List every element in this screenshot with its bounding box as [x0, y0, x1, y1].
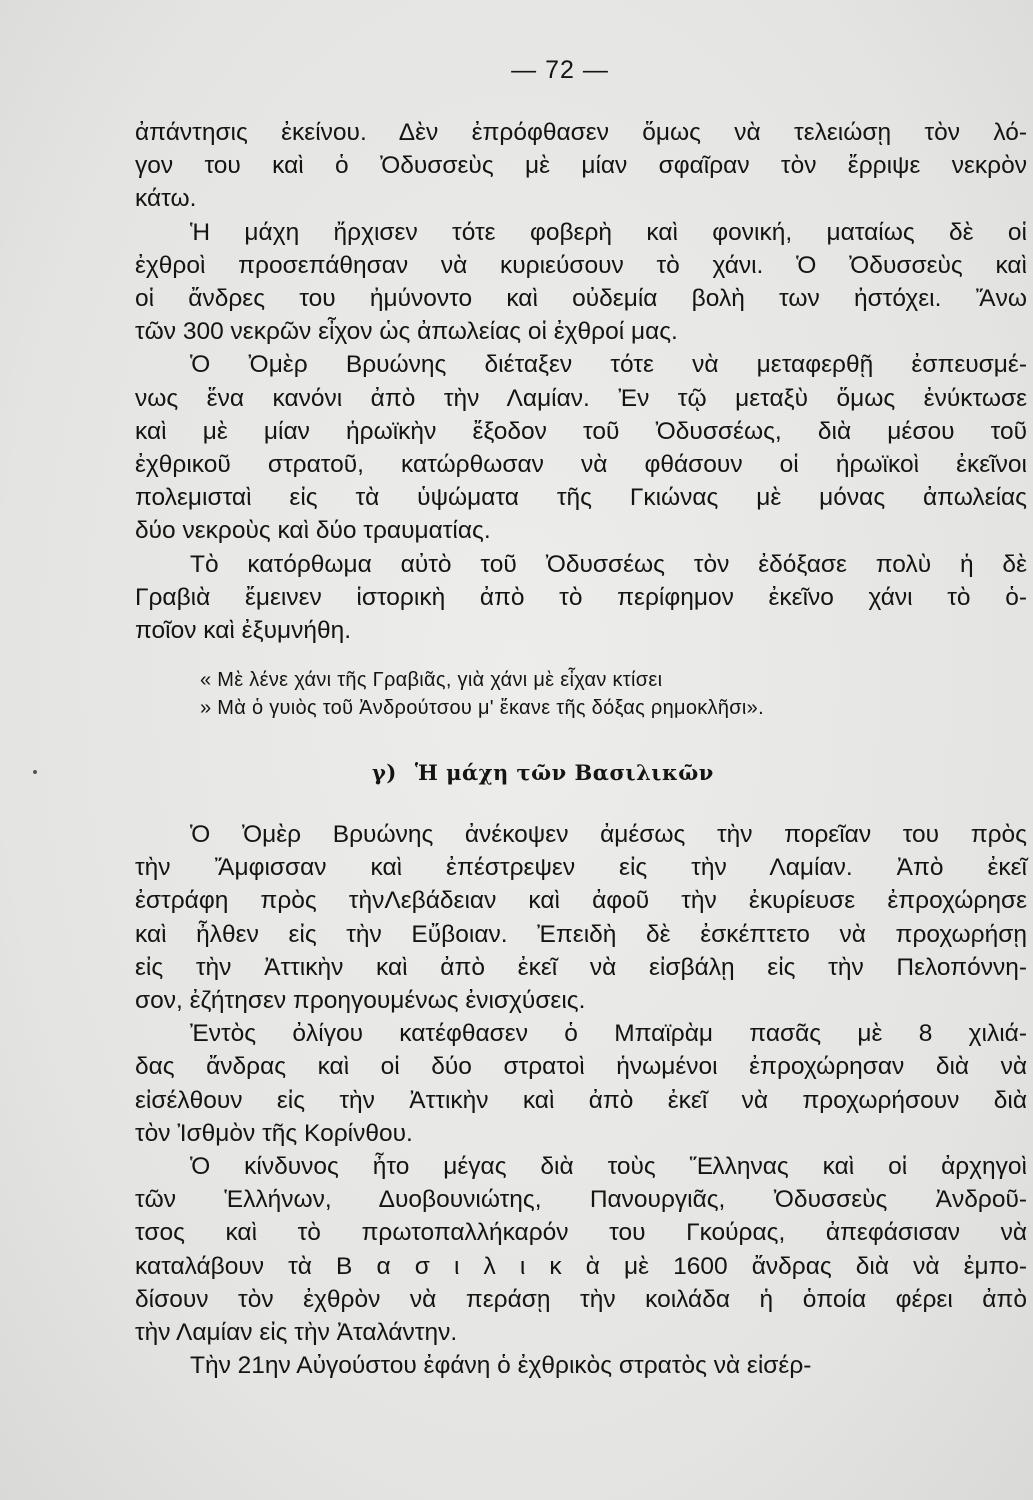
text-line: καταλάβουν τὰ Β α σ ι λ ι κ ὰ μὲ 1600 ἄνδρας διὰ νὰ ἐμπο- — [135, 1252, 1027, 1280]
text-line: ἐχθρικοῦ στρατοῦ, κατώρθωσαν νὰ φθάσουν οἱ ἡρωϊκοὶ ἐκεῖνοι — [135, 451, 1027, 479]
text-line: καὶ ἦλθεν εἰς τὴν Εὔβοιαν. Ἐπειδὴ δὲ ἐσκέπτετο νὰ προχωρήσῃ — [135, 920, 1027, 948]
text-line: δύο νεκροὺς καὶ δύο τραυματίας. — [135, 517, 491, 545]
text-line: Ἡ μάχη ἤρχισεν τότε φοβερὴ καὶ φονική, ματαίως δὲ οἱ — [190, 218, 1027, 246]
text-line: ποῖον καὶ ἐξυμνήθη. — [135, 617, 352, 645]
text-block-before-verse — [135, 116, 1027, 647]
text-line: τὸν Ἰσθμὸν τῆς Κορίνθου. — [135, 1119, 413, 1147]
text-line: ἀπάντησις ἐκείνου. Δὲν ἐπρόφθασεν ὅμως νὰ τελειώσῃ τὸν λό- — [135, 119, 1027, 146]
text-line: τῶν 300 νεκρῶν εἶχον ὡς ἀπωλείας οἱ ἐχθροί μας. — [135, 318, 678, 346]
paragraph — [135, 216, 1027, 349]
text-block-section — [135, 818, 1027, 1382]
text-line: τῶν Ἑλλήνων, Δυοβουνιώτης, Πανουργιᾶς, Ὀδυσσεὺς Ἀνδροῦ- — [135, 1186, 1027, 1214]
paragraph — [135, 116, 1027, 216]
paragraph — [135, 818, 1027, 1017]
text-line: νως ἕνα κανόνι ἀπὸ τὴν Λαμίαν. Ἐν τῷ μεταξὺ ὅμως ἐνύκτωσε — [135, 384, 1027, 412]
text-line: εἰσέλθουν εἰς τὴν Ἀττικὴν καὶ ἀπὸ ἐκεῖ νὰ προχωρήσουν διὰ — [135, 1086, 1027, 1114]
text-line: δας ἄνδρας καὶ οἱ δύο στρατοὶ ἡνωμένοι ἐπροχώρησαν διὰ νὰ — [135, 1053, 1027, 1081]
text-line: τὴν Λαμίαν εἰς τὴν Ἀταλάντην. — [135, 1319, 458, 1347]
verse-line: » Μὰ ὁ γυιὸς τοῦ Ἀνδρούτσου μ' ἔκανε τῆς δόξας ρημοκλῆσι». — [200, 697, 764, 719]
text-line: καὶ μὲ μίαν ἡρωϊκὴν ἔξοδον τοῦ Ὀδυσσέως, διὰ μέσου τοῦ — [135, 417, 1027, 445]
text-line: Ὁ Ὀμὲρ Βρυώνης διέταξεν τότε νὰ μεταφερθῇ ἐσπευσμέ- — [190, 351, 1027, 379]
verse-quotation — [200, 666, 1030, 722]
text-line: ἐχθροὶ προσεπάθησαν νὰ κυριεύσουν τὸ χάνι. Ὁ Ὀδυσσεὺς καὶ — [135, 251, 1027, 279]
text-line: Ἐντὸς ὀλίγου κατέφθασεν ὁ Μπαϊρὰμ πασᾶς μὲ 8 χιλιά- — [190, 1020, 1027, 1048]
text-line: οἱ ἄνδρες του ἠμύνοντο καὶ οὐδεμία βολὴ των ἠστόχει. Ἄνω — [135, 285, 1027, 313]
text-line: τσος καὶ τὸ πρωτοπαλλήκαρόν του Γκούρας, ἀπεφάσισαν νὰ — [135, 1219, 1027, 1247]
section-marker: γ) — [372, 760, 397, 785]
text-line: εἰς τὴν Ἀττικὴν καὶ ἀπὸ ἐκεῖ νὰ εἰσβάλῃ εἰς τὴν Πελοπόννη- — [135, 953, 1027, 981]
text-line: Ὁ κίνδυνος ἦτο μέγας διὰ τοὺς Ἕλληνας καὶ οἱ ἀρχηγοὶ — [190, 1153, 1027, 1181]
paragraph — [135, 1017, 1027, 1150]
paragraph — [135, 1349, 1027, 1382]
text-line: Ὁ Ὀμὲρ Βρυώνης ἀνέκοψεν ἀμέσως τὴν πορεῖαν του πρὸς — [190, 821, 1027, 848]
margin-speck — [33, 770, 37, 774]
page-number: — 72 — — [511, 56, 609, 84]
paragraph — [135, 1150, 1027, 1349]
paragraph — [135, 548, 1027, 648]
text-line: Τὸ κατόρθωμα αὐτὸ τοῦ Ὀδυσσέως τὸν ἐδόξασε πολὺ ἡ δὲ — [190, 550, 1027, 578]
section-title: Ἡ μάχη τῶν Βασιλικῶν — [414, 760, 714, 785]
text-line: Τὴν 21ην Αὐγούστου ἐφάνη ὁ ἐχθρικὸς στρατὸς νὰ εἰσέρ- — [190, 1352, 812, 1380]
text-line: τὴν Ἄμφισσαν καὶ ἐπέστρεψεν εἰς τὴν Λαμίαν. Ἀπὸ ἐκεῖ — [135, 854, 1027, 882]
section-heading — [372, 760, 714, 785]
text-line: κάτω. — [135, 185, 197, 213]
text-line: σον, ἐζήτησεν προηγουμένως ἐνισχύσεις. — [135, 987, 586, 1015]
text-line: Γραβιὰ ἔμεινεν ἱστορικὴ ἀπὸ τὸ περίφημον ἐκεῖνο χάνι τὸ ὁ- — [135, 583, 1027, 611]
text-line: πολεμισταὶ εἰς τὰ ὑψώματα τῆς Γκιώνας μὲ μόνας ἀπωλείας — [135, 484, 1027, 512]
text-line: ἐστράφη πρὸς τὴνΛεβάδειαν καὶ ἀφοῦ τὴν ἐκυρίευσε ἐπροχώρησε — [135, 887, 1027, 915]
verse-line: « Μὲ λένε χάνι τῆς Γραβιᾶς, γιὰ χάνι μὲ εἶχαν κτίσει — [200, 669, 663, 691]
text-line: γον του καὶ ὁ Ὀδυσσεὺς μὲ μίαν σφαῖραν τὸν ἔρριψε νεκρὸν — [135, 152, 1027, 180]
paragraph — [135, 348, 1027, 547]
text-line: δίσουν τὸν ἐχθρὸν νὰ περάσῃ τὴν κοιλάδα ἡ ὁποία φέρει ἀπὸ — [135, 1285, 1027, 1313]
